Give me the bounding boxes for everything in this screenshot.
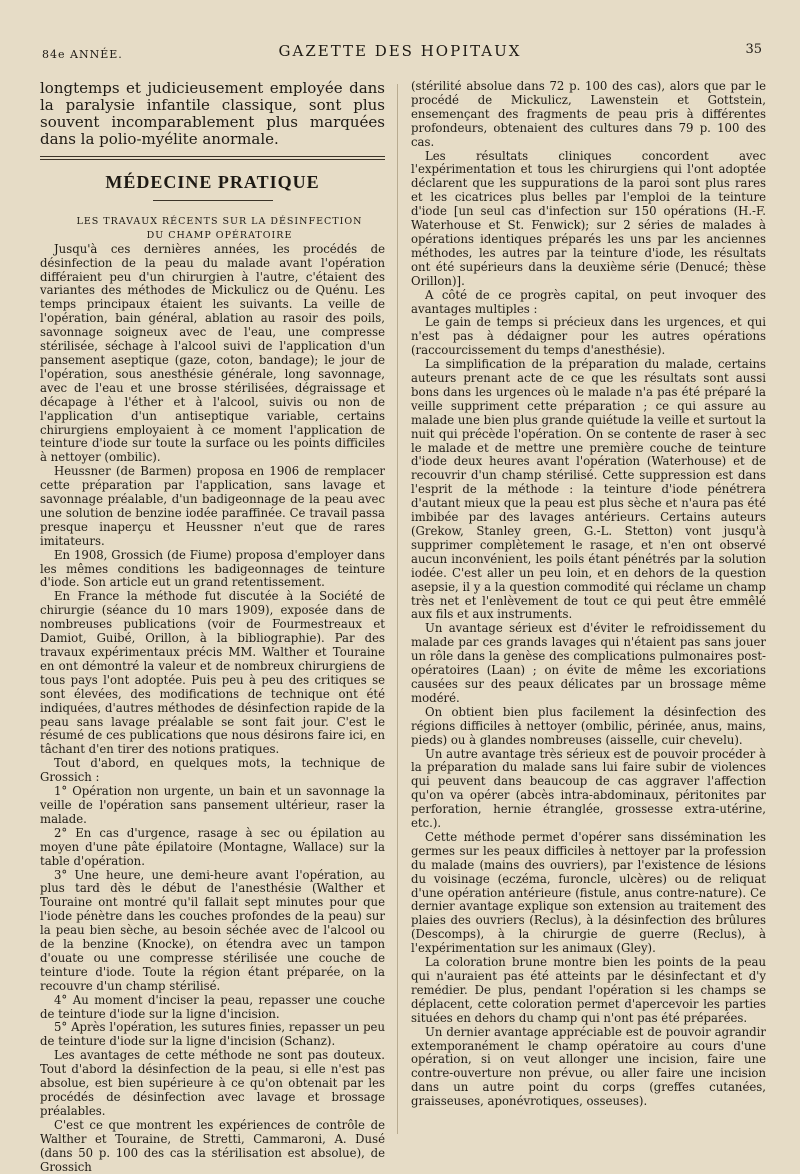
journal-title: GAZETTE DES HOPITAUX xyxy=(278,42,522,60)
paragraph: Cette méthode permet d'opérer sans dissémination les germes sur les peaux difficiles à nettoyer par la profession du malade (mains des ouvriers), par l'existence de lésions du voisinage (eczéma, furoncle, ulcères) ou de reliquat d'une opération antérieure (fistule, anus contre-nature). Ce dernier avantage explique son extension au traitement des plaies des ouvriers (Reclus), à la désinfection des brûlures (Descomps), à la chirurgie de guerre (Reclus), à l'expérimentation sur les animaux (Gley). xyxy=(411,829,766,956)
paragraph: 4° Au moment d'inciser la peau, repasser une couche de teinture d'iode sur la ligne d'incision. xyxy=(40,992,385,1021)
paragraph: (stérilité absolue dans 72 p. 100 des cas), alors que par le procédé de Mickulicz, Lawenstein et Gottstein, ensemençant des fragments de peau pris à différentes profondeurs, obtenaient des cultures dans 79 p. 100 des cas. xyxy=(411,79,766,149)
paragraph: La simplification de la préparation du malade, certains auteurs prenant acte de ce que les résultats sont aussi bons dans les urgences où le malade n'a pas été préparé la veille suppriment cette préparation ; ce qui assure au malade une bien plus grande quiétude la veille et surtout la nuit qui précède l'opération. On se contente de raser à sec le malade et de mettre une première couche de teinture d'iode deux heures avant l'opération (Waterhouse) et de recouvrir d'un champ stérilisé. Cette suppression est dans l'esprit de la méthode : la teinture d'iode pénétrera d'autant mieux que la peau est plus sèche et n'aura pas été imbibée par des lavages antérieurs. Certains auteurs (Grekow, Stanley green, G.-L. Stetton) vont jusqu'à supprimer complètement le rasage, et n'en ont observé aucun inconvénient, les poils étant pénétrés par la solution iodée. C'est aller un peu loin, et en dehors de la question asepsie, il y a la question commodité qui réclame un champ très net et l'enlèvement de tout ce qui peut être emmêlé aux fils et aux instruments. xyxy=(411,357,766,622)
paragraph: 3° Une heure, une demi-heure avant l'opération, au plus tard dès le début de l'anesthésie (Walther et Touraine ont montré qu'il fallait sept minutes pour que l'iode pénètre dans les couches profondes de la peau) sur la peau bien sèche, au besoin séchée avec de l'alcool ou de la benzine (Knocke), on étendra avec un tampon d'ouate ou une compresse stérilisée une couche de teinture d'iode. Toute la région étant préparée, on la recouvre d'un champ stérilisé. xyxy=(40,867,385,993)
paragraph: 5° Après l'opération, les sutures finies, repasser un peu de teinture d'iode sur la ligne d'incision (Schanz). xyxy=(40,1020,385,1049)
paragraph: Le gain de temps si précieux dans les urgences, et qui n'est pas à dédaigner pour les autres opérations (raccourcissement du temps d'anesthésie). xyxy=(411,315,766,358)
running-header xyxy=(0,40,800,62)
column-divider xyxy=(397,84,398,1134)
paragraph: C'est ce que montrent les expériences de contrôle de Walther et Touraine, de Stretti, Cammaroni, A. Dusé (dans 50 p. 100 des cas la stérilisation est absolue), de Grossich xyxy=(40,1117,385,1174)
paragraph: 1° Opération non urgente, un bain et un savonnage la veille de l'opération sans pansement ultérieur, raser la malade. xyxy=(40,784,385,826)
paragraph: On obtient bien plus facilement la désinfection des régions difficiles à nettoyer (ombilic, périnée, anus, mains, pieds) ou à glandes nombreuses (aisselle, cuir chevelu). xyxy=(411,704,766,747)
volume-label: 84e ANNÉE. xyxy=(42,48,123,61)
paragraph: Un avantage sérieux est d'éviter le refroidissement du malade par ces grands lavages qui n'étaient pas sans jouer un rôle dans la genèse des complications pulmonaires post-opératoires (Laan) ; on évite de même les excoriations causées sur des peaux délicates par un brossage même modéré. xyxy=(411,621,766,705)
right-column xyxy=(411,80,766,1109)
paragraph: Un dernier avantage appréciable est de pouvoir agrandir extemporanément le champ opératoire au cours d'une opération, si on veut allonger une incision, faire une contre-ouverture non prévue, ou aller faire une incision dans un autre point du corps (greffes cutanées, graisseuses, aponévrotiques, osseuses). xyxy=(411,1024,766,1109)
page-number: 35 xyxy=(745,42,762,57)
paragraph: Les résultats cliniques concordent avec l'expérimentation et tous les chirurgiens qui l'ont adoptée déclarent que les suppurations de la paroi sont plus rares et les cicatrices plus belles par l'emploi de la teinture d'iode [un seul cas d'infection sur 150 opérations (H.-F. Waterhouse et St. Fenwick); sur 2 séries de malades à opérations identiques préparés les uns par les anciennes méthodes, les autres par la teinture d'iode, les résultats ont été supérieurs dans la deuxième série (Denucé; thèse Orillon)]. xyxy=(411,148,766,288)
paragraph: 2° En cas d'urgence, rasage à sec ou épilation au moyen d'une pâte épilatoire (Montagne, Wallace) sur la table d'opération. xyxy=(40,825,385,868)
section-title: MÉDECINE PRATIQUE xyxy=(105,172,320,192)
paragraph: Heussner (de Barmen) proposa en 1906 de remplacer cette préparation par l'application, sans lavage et savonnage préalable, d'un badigeonnage de la peau avec une solution de benzine iodée paraffinée. Ce travail passa presque inaperçu et Heussner n'eut que de rares imitateurs. xyxy=(40,464,385,548)
paragraph: En France la méthode fut discutée à la Société de chirurgie (séance du 10 mars 1909), exposée dans de nombreuses publications (voir de Fourmestreaux et Damiot, Guibé, Orillon, à la bibliographie). Par des travaux expérimentaux précis MM. Walther et Touraine en ont démontré la valeur et de nombreux chirurgiens de tous pays l'ont adoptée. Puis peu à peu des critiques se sont élevées, des modifications de technique ont été indiquées, d'autres méthodes de désinfection rapide de la peau sans lavage préalable se sont fait jour. C'est le résumé de ces publications que nous désirons faire ici, en tâchant d'en tirer des notions pratiques. xyxy=(40,589,385,757)
continued-text: longtemps et judicieusement employée dans la paralysie infantile classique, sont plus souvent incomparablement plus marquées dans la polio-myélite anormale. xyxy=(40,79,385,148)
paragraph: A côté de ce progrès capital, on peut invoquer des avantages multiples : xyxy=(411,287,766,316)
section-rule xyxy=(40,156,385,160)
paragraph: Les avantages de cette méthode ne sont pas douteux. Tout d'abord la désinfection de la peau, si elle n'est pas absolue, est bien supérieure à ce qu'on obtenait par les procédés de désinfection avec lavage et brossage préalables. xyxy=(40,1048,385,1118)
article-title-line1: LES TRAVAUX RÉCENTS SUR LA DÉSINFECTION xyxy=(76,215,363,227)
title-rule xyxy=(153,200,273,201)
article-title-line2: DU CHAMP OPÉRATOIRE xyxy=(146,229,293,241)
paragraph: La coloration brune montre bien les points de la peau qui n'auraient pas été atteints par le désinfectant et d'y remédier. De plus, pendant l'opération si les champs se déplacent, cette coloration permet d'apercevoir les parties situées en dehors du champ qui n'ont pas été préparées. xyxy=(411,955,766,1025)
paragraph: Tout d'abord, en quelques mots, la technique de Grossich : xyxy=(40,756,385,785)
paragraph: Un autre avantage très sérieux est de pouvoir procéder à la préparation du malade sans lui faire subir de violences qui peuvent dans beaucoup de cas aggraver l'affection qu'on va opérer (abcès intra-abdominaux, péritonites par perforation, hernie étranglée, grossesse extra-utérine, etc.). xyxy=(411,746,766,831)
left-column xyxy=(40,80,385,1174)
paragraph: En 1908, Grossich (de Fiume) proposa d'employer dans les mêmes conditions les badigeonnages de teinture d'iode. Son article eut un grand retentissement. xyxy=(40,547,385,590)
paragraph: Jusqu'à ces dernières années, les procédés de désinfection de la peau du malade avant l'opération différaient peu d'un chirurgien à l'autre, c'étaient des variantes des méthodes de Mickulicz ou de Quénu. Les temps principaux étaient les suivants. La veille de l'opération, bain général, ablation au rasoir des poils, savonnage soigneux avec de l'eau, une compresse stérilisée, séchage à l'alcool suivi de l'application d'un pansement aseptique (gaze, coton, bandage); le jour de l'opération, sous anesthésie générale, long savonnage, avec de l'eau et une brosse stérilisées, dégraissage et décapage à l'éther et à l'alcool, suivis ou non de l'application d'un antiseptique variable, certains chirurgiens employaient à ce moment l'application de teinture d'iode sur toute la surface ou les points difficiles à nettoyer (ombilic). xyxy=(40,241,385,465)
